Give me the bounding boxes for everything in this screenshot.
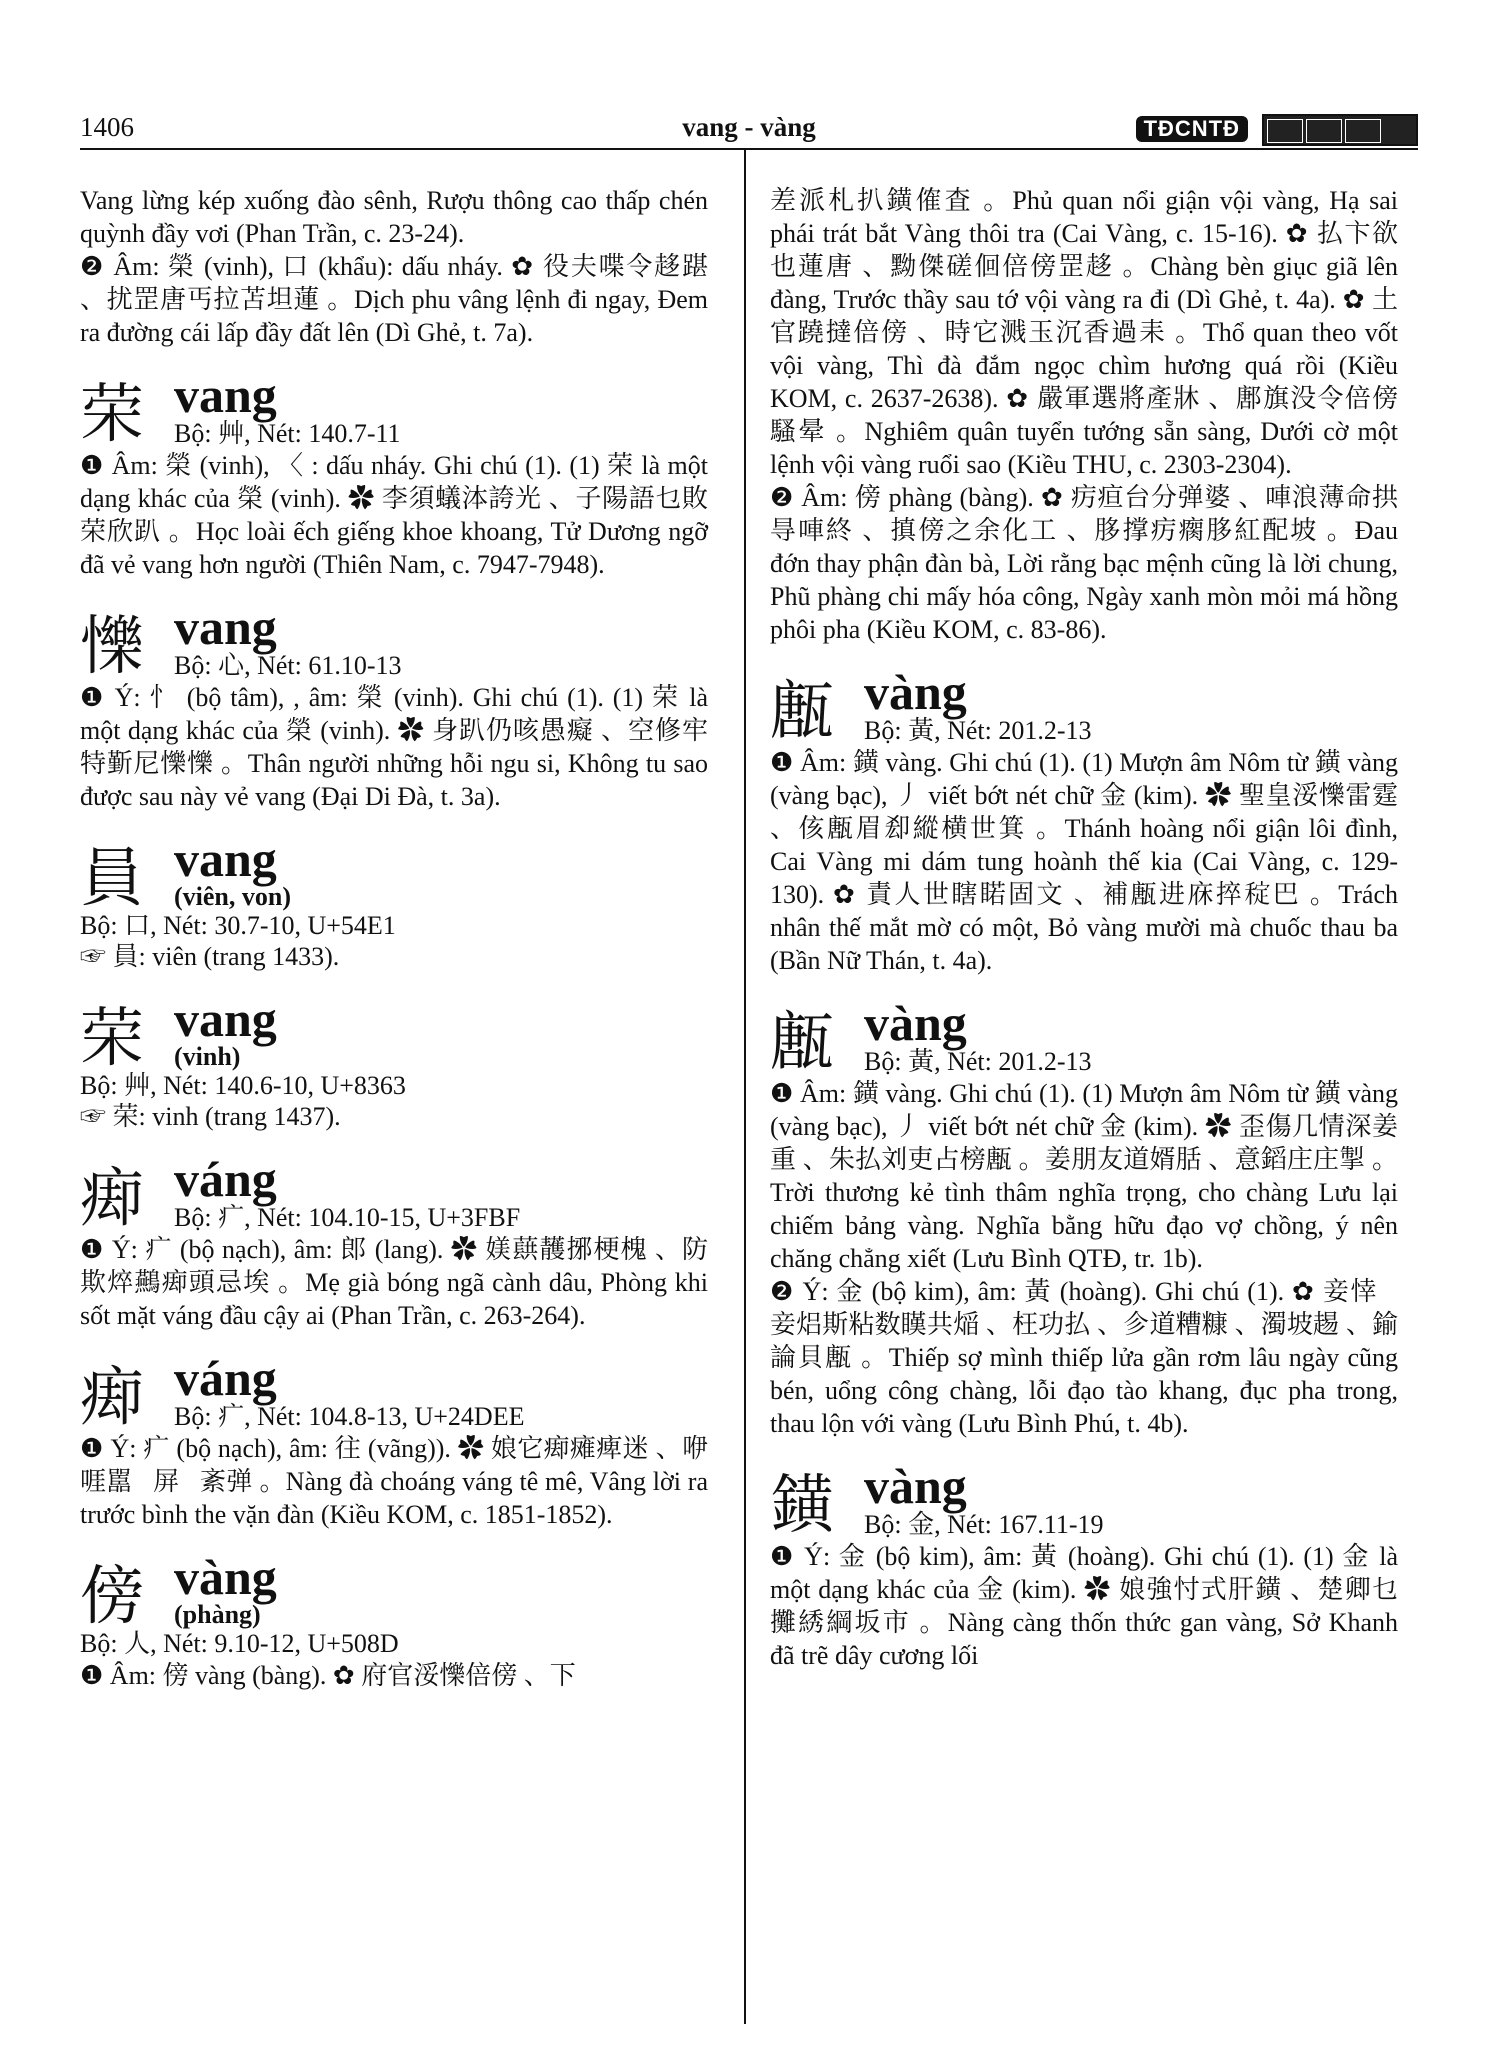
dictionary-entry xyxy=(80,1151,708,1332)
entry-body: ❶ Âm: 鐄 vàng. Ghi chú (1). (1) Mượn âm Nôm từ 鐄 vàng (vàng bạc), 丿 viết bớt nét chữ 金 (kim). ✿ 歪傷几情深姜重 、朱払刘吏占榜㼺 。姜朋友道婿䏦 、意䤾庄庄掣 。Trời thương kẻ tình thâm nghĩa trọng, cho chàng Lưu lại chiếm bảng vàng. Nghĩa bằng hữu đạo vợ chồng, ý nên chăng chẳng xiết (Lưu Bình QTĐ, tr. 1b). xyxy=(770,1079,1398,1273)
dictionary-entry xyxy=(80,367,708,581)
radical-info: Bộ: 金, Nét: 167.11-19 xyxy=(864,1510,1104,1539)
sense-2: ❷ Âm: 傍 phàng (bàng). ✿ 疠疸台分弹婆 、唓浪薄命拱㝵唓終 、搷傍之余化工 、䏧撑疠瘸䏧紅配坡 。Đau đớn thay phận đàn bà, Lời rằng bạc mệnh cũng là lời chung, Phũ phàng chi mấy hóa công, Ngày xanh mòn mỏi má hồng phôi pha (Kiều KOM, c. 83-86). xyxy=(770,483,1398,644)
headword: vàng xyxy=(864,995,967,1051)
headword: vang xyxy=(174,991,277,1047)
headword: váng xyxy=(174,1350,277,1406)
entry-character: 傍 xyxy=(80,1560,144,1634)
radical-info: Bộ: 黃, Nét: 201.2-13 xyxy=(864,1047,1092,1076)
running-title: vang - vàng xyxy=(682,112,816,142)
continued-text: Vang lừng kép xuống đào sênh, Rượu thông cao thấp chén quỳnh đầy vơi (Phan Trần, c. 23-24). xyxy=(80,186,708,248)
radical-info: Bộ: 疒, Nét: 104.8-13, U+24DEE xyxy=(174,1402,525,1431)
headword: váng xyxy=(174,1151,277,1207)
radical-info: Bộ: 口, Nét: 30.7-10, U+54E1 xyxy=(80,911,396,940)
entry-body: ❶ Âm: 榮 (vinh), 〈 : dấu nháy. Ghi chú (1). (1) 荣 là một dạng khác của 榮 (vinh). ✿ 李須蟻泍誇光 、子陽語乜敗荣欣趴 。Học loài ếch giếng khoe khoang, Tử Dương ngỡ đã vẻ vang hơn người (Thiên Nam, c. 7947-7948). xyxy=(80,451,708,579)
entry-body: ❶ Ý: 疒 (bộ nạch), âm: 往 (vãng)). ✿ 娘它㾡瘫痺迷 、咿啀嚚𡗶屏𦁻紊弹 。Nàng đà choáng váng tê mê, Vâng lời ra trước bình the vặn đàn (Kiều KOM, c. 1851-1852). xyxy=(80,1434,708,1529)
radical-info: Bộ: 艸, Nét: 140.6-10, U+8363 xyxy=(80,1071,406,1100)
headword: vàng xyxy=(174,1549,277,1605)
radical-info: Bộ: 疒, Nét: 104.10-15, U+3FBF xyxy=(174,1203,521,1232)
dictionary-entry xyxy=(770,1458,1398,1672)
header-rule xyxy=(80,148,1418,150)
entry-character: 㾡 xyxy=(80,1162,144,1236)
reading: (viên, von) xyxy=(174,882,291,911)
entry-character: 㦡 xyxy=(80,610,144,684)
entry-character: 㼺 xyxy=(770,675,834,749)
left-column xyxy=(80,184,708,1692)
seal-logo xyxy=(1262,114,1418,146)
cross-reference: ☞ 荣: vinh (trang 1437). xyxy=(80,1102,341,1131)
dictionary-entry xyxy=(80,1549,708,1692)
continued-text: 差派札扒鐄傕査 。Phủ quan nổi giận vội vàng, Hạ sai phái trát bắt Vàng thôi tra (Cai Vàng, c. 15-16). ✿ 払卞欲也蓮唐 、黝傑磋佪倍傍罡趍 。Chàng bèn giục giã lên đàng, Trước thầy sau tớ vội vàng ra đi (Dì Ghẻ, t. 4a). ✿ 土官蹺撻倍傍 、時它溅玉沉香過耒 。Thổ quan theo vốt vội vàng, Thì đà đắm ngọc chìm hương quá rồi (Kiều KOM, c. 2637-2638). ✿ 嚴軍選將產牀 、鄌旗没令倍傍騷晕 。Nghiêm quân tuyển tướng sẵn sàng, Dưới cờ một lệnh vội vàng ruổi sao (Kiều THU, c. 2303-2304). xyxy=(770,186,1398,479)
entry-body: ❶ Âm: 鐄 vàng. Ghi chú (1). (1) Mượn âm Nôm từ 鐄 vàng (vàng bạc), 丿 viết bớt nét chữ 金 (kim). ✿ 聖皇浽㦡雷霆 、侅㼺眉㕁縱横世箕 。Thánh hoàng nổi giận lôi đình, Cai Vàng mi dám tung hoành thế kia (Cai Vàng, c. 129-130). ✿ 責人世瞎睰固文 、補㼺进庥捽𥟐巴 。Trách nhân thế mắt mờ có một, Bỏ vàng mười mà chuốc thau ba (Bần Nữ Thán, t. 4a). xyxy=(770,748,1398,975)
entry-character: 荣 xyxy=(80,378,144,452)
entry-character: 㾡 xyxy=(80,1361,144,1435)
cross-reference: ☞ 員: viên (trang 1433). xyxy=(80,942,340,971)
sense-2: ❷ Âm: 榮 (vinh), 口 (khẩu): dấu nháy. ✿ 役夫喋令趍踸 、扰罡唐丐拉苫坦蓮 。Dịch phu vâng lệnh đi ngay, Đem ra đường cái lấp đầy đất lên (Dì Ghẻ, t. 7a). xyxy=(80,252,708,347)
headword: vàng xyxy=(864,1458,967,1514)
headword: vang xyxy=(174,599,277,655)
headword: vang xyxy=(174,831,277,887)
dictionary-entry xyxy=(80,991,708,1133)
page-header xyxy=(80,112,1418,152)
radical-info: Bộ: 黃, Nét: 201.2-13 xyxy=(864,716,1092,745)
page-number: 1406 xyxy=(80,112,134,142)
dictionary-entry xyxy=(80,599,708,813)
radical-info: Bộ: 人, Nét: 9.10-12, U+508D xyxy=(80,1629,399,1658)
right-column xyxy=(770,184,1398,1672)
entry-character: 鐄 xyxy=(770,1469,834,1543)
radical-info: Bộ: 心, Nét: 61.10-13 xyxy=(174,651,402,680)
entry-body: ❶ Ý: 疒 (bộ nạch), âm: 郎 (lang). ✿ 媄蕻䨼捓梗槐 、防欺焠䴏㾡頭忌埃 。Mẹ già bóng ngã cành dâu, Phòng khi sốt mặt váng đầu cậy ai (Phan Trần, c. 263-264). xyxy=(80,1235,708,1330)
entry-body: ❶ Ý: 金 (bộ kim), âm: 黃 (hoàng). Ghi chú (1). (1) 金 là một dạng khác của 金 (kim). ✿ 娘強忖式肝鐄 、楚卿乜攤綉綱坂市 。Nàng càng thốn thức gan vàng, Sở Khanh đã trẽ dây cương lối xyxy=(770,1542,1398,1670)
dictionary-entry xyxy=(770,995,1398,1440)
column-divider xyxy=(744,150,746,2024)
dictionary-entry xyxy=(80,831,708,973)
reading: (phàng) xyxy=(174,1600,261,1629)
entry-body: ❶ Ý: 忄 (bộ tâm), , âm: 榮 (vinh). Ghi chú (1). (1) 荣 là một dạng khác của 榮 (vinh). ✿ 身趴仍咳愚癡 、空修牢特斳尼㦡㦡 。Thân người những hỗi ngu si, Không tu sao được sau này vẻ vang (Đại Di Đà, t. 3a). xyxy=(80,683,708,811)
reading: (vinh) xyxy=(174,1042,241,1071)
entry-character: 㼺 xyxy=(770,1006,834,1080)
entry-body: ❶ Âm: 傍 vàng (bàng). ✿ 府官浽㦡倍傍 、下 xyxy=(80,1661,576,1690)
dictionary-logo: TĐCNTĐ xyxy=(1136,116,1248,142)
entry-character: 員 xyxy=(80,842,144,916)
dictionary-entry xyxy=(80,1350,708,1531)
headword: vang xyxy=(174,367,277,423)
entry-character: 荣 xyxy=(80,1002,144,1076)
headword: vàng xyxy=(864,664,967,720)
sense-2: ❷ Ý: 金 (bộ kim), âm: 黃 (hoàng). Ghi chú (1). ✿ 妾悻𠆳妾焒斯粘数䁧共㷔 、枉功払 、㐱道糟糠 、濁坡䞶 、鍮論貝㼺 。Thiếp sợ mình thiếp lửa gần rơm lâu ngày cũng bén, uổng công chàng, lỗi đạo tào khang, đục pha trong, thau lộn với vàng (Lưu Bình Phú, t. 4b). xyxy=(770,1277,1398,1438)
radical-info: Bộ: 艸, Nét: 140.7-11 xyxy=(174,419,401,448)
dictionary-entry xyxy=(770,664,1398,977)
